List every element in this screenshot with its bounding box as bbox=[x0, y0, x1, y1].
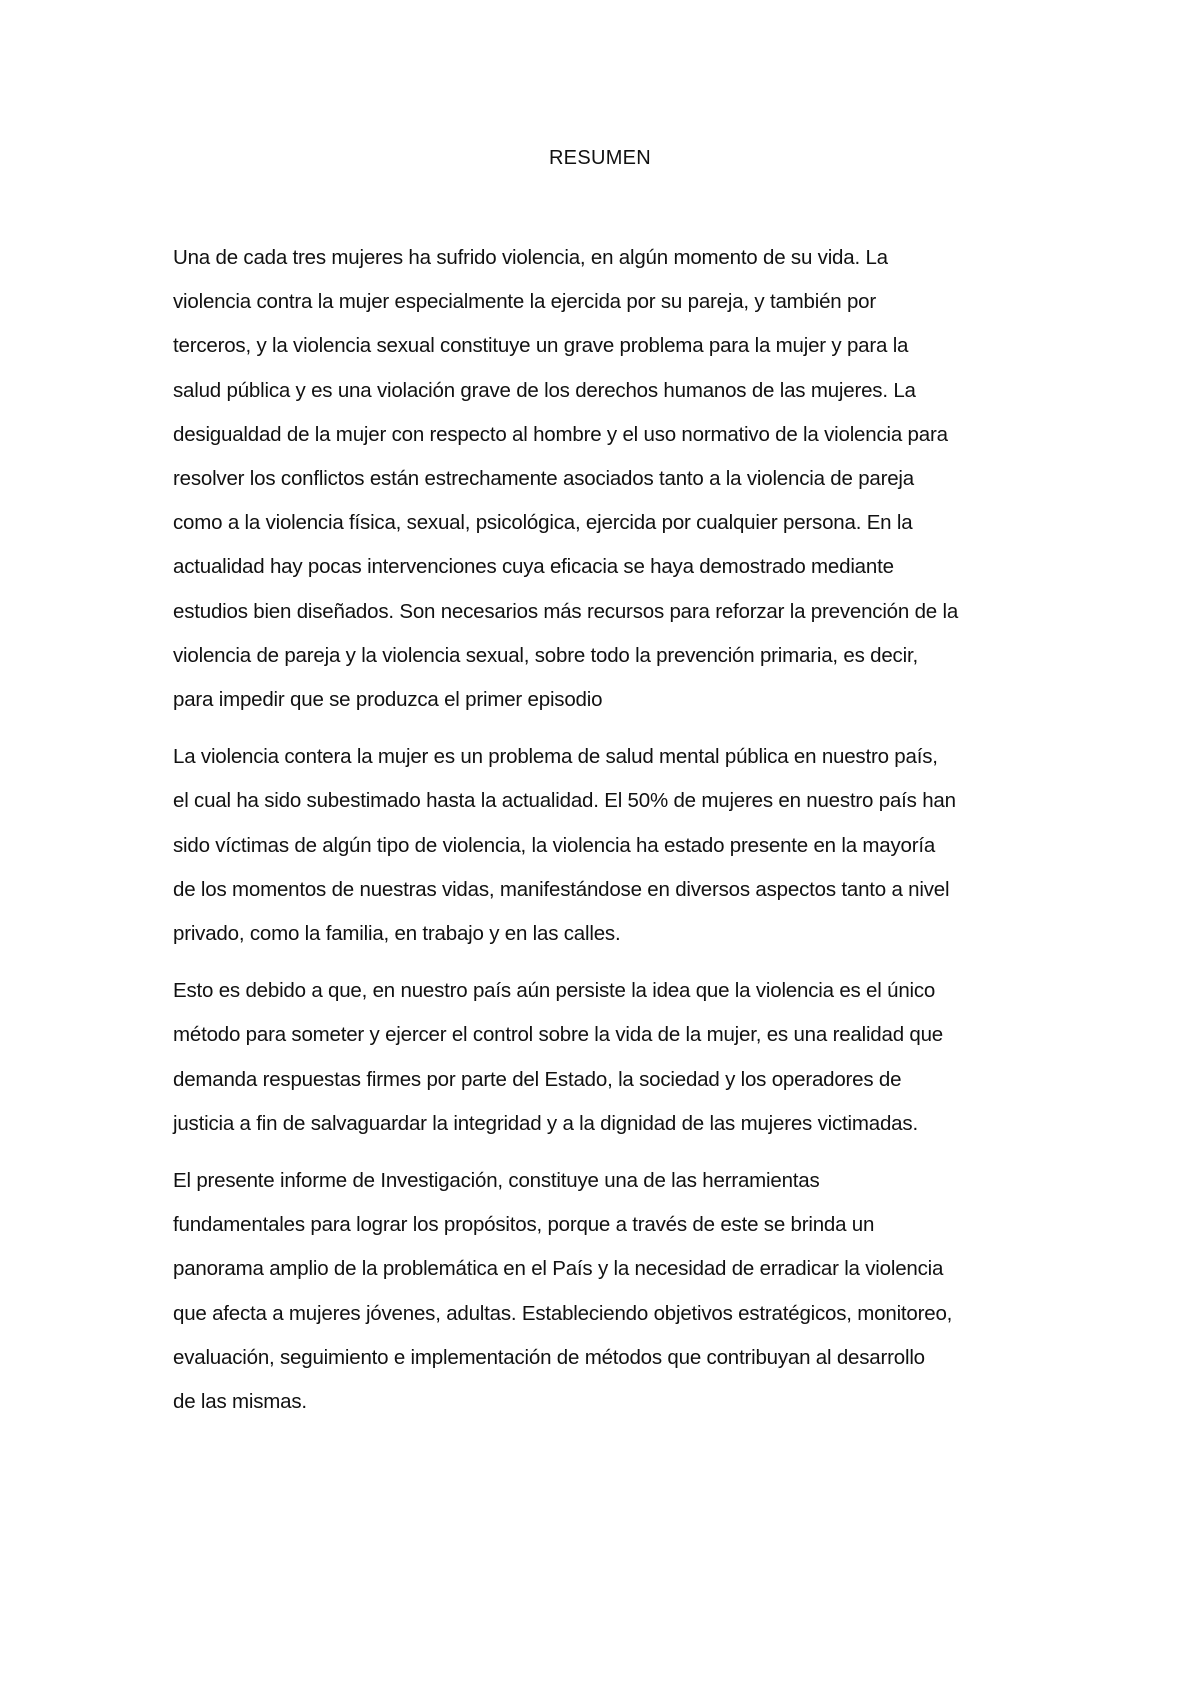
text-line: para impedir que se produzca el primer episodio bbox=[173, 688, 603, 712]
text-line: terceros, y la violencia sexual constituye un grave problema para la mujer y para la bbox=[173, 334, 909, 358]
text-line: sido víctimas de algún tipo de violencia, la violencia ha estado presente en la mayoría bbox=[173, 833, 936, 857]
text-line: violencia de pareja y la violencia sexual, sobre todo la prevención primaria, es decir, bbox=[173, 643, 918, 667]
text-line: el cual ha sido subestimado hasta la actualidad. El 50% de mujeres en nuestro país han bbox=[173, 789, 956, 813]
paragraph-1 bbox=[173, 236, 1039, 722]
text-line: fundamentales para lograr los propósitos, porque a través de este se brinda un bbox=[173, 1213, 875, 1237]
text-line: salud pública y es una violación grave de los derechos humanos de las mujeres. La bbox=[173, 378, 916, 402]
text-line: de las mismas. bbox=[173, 1390, 307, 1414]
text-line: El presente informe de Investigación, constituye una de las herramientas bbox=[173, 1169, 820, 1193]
paragraph-2 bbox=[173, 735, 1039, 956]
text-line: desigualdad de la mujer con respecto al hombre y el uso normativo de la violencia para bbox=[173, 422, 948, 446]
text-line: privado, como la familia, en trabajo y en las calles. bbox=[173, 922, 621, 946]
text-line: actualidad hay pocas intervenciones cuya eficacia se haya demostrado mediante bbox=[173, 555, 894, 579]
text-line: que afecta a mujeres jóvenes, adultas. Estableciendo objetivos estratégicos, monitoreo, bbox=[173, 1301, 953, 1325]
paragraph-4 bbox=[173, 1159, 1039, 1424]
text-line: Esto es debido a que, en nuestro país aún persiste la idea que la violencia es el único bbox=[173, 979, 936, 1003]
text-line: resolver los conflictos están estrechamente asociados tanto a la violencia de pareja bbox=[173, 467, 914, 491]
text-line: evaluación, seguimiento e implementación de métodos que contribuyan al desarrollo bbox=[173, 1345, 925, 1369]
paragraph-3 bbox=[173, 969, 1039, 1146]
text-line: panorama amplio de la problemática en el País y la necesidad de erradicar la violencia bbox=[173, 1257, 944, 1281]
text-line: La violencia contera la mujer es un problema de salud mental pública en nuestro país, bbox=[173, 745, 938, 769]
document-body bbox=[173, 236, 1039, 1437]
text-line: demanda respuestas firmes por parte del Estado, la sociedad y los operadores de bbox=[173, 1067, 902, 1091]
page-title: RESUMEN bbox=[548, 147, 652, 169]
text-line: método para someter y ejercer el control sobre la vida de la mujer, es una realidad que bbox=[173, 1023, 944, 1047]
text-line: violencia contra la mujer especialmente la ejercida por su pareja, y también por bbox=[173, 290, 877, 314]
text-line: como a la violencia física, sexual, psicológica, ejercida por cualquier persona. En la bbox=[173, 511, 913, 535]
text-line: justicia a fin de salvaguardar la integridad y a la dignidad de las mujeres victimadas. bbox=[173, 1111, 918, 1135]
text-line: estudios bien diseñados. Son necesarios más recursos para reforzar la prevención de la bbox=[173, 599, 959, 623]
text-line: Una de cada tres mujeres ha sufrido violencia, en algún momento de su vida. La bbox=[173, 246, 888, 269]
text-line: de los momentos de nuestras vidas, manifestándose en diversos aspectos tanto a nivel bbox=[173, 877, 950, 901]
